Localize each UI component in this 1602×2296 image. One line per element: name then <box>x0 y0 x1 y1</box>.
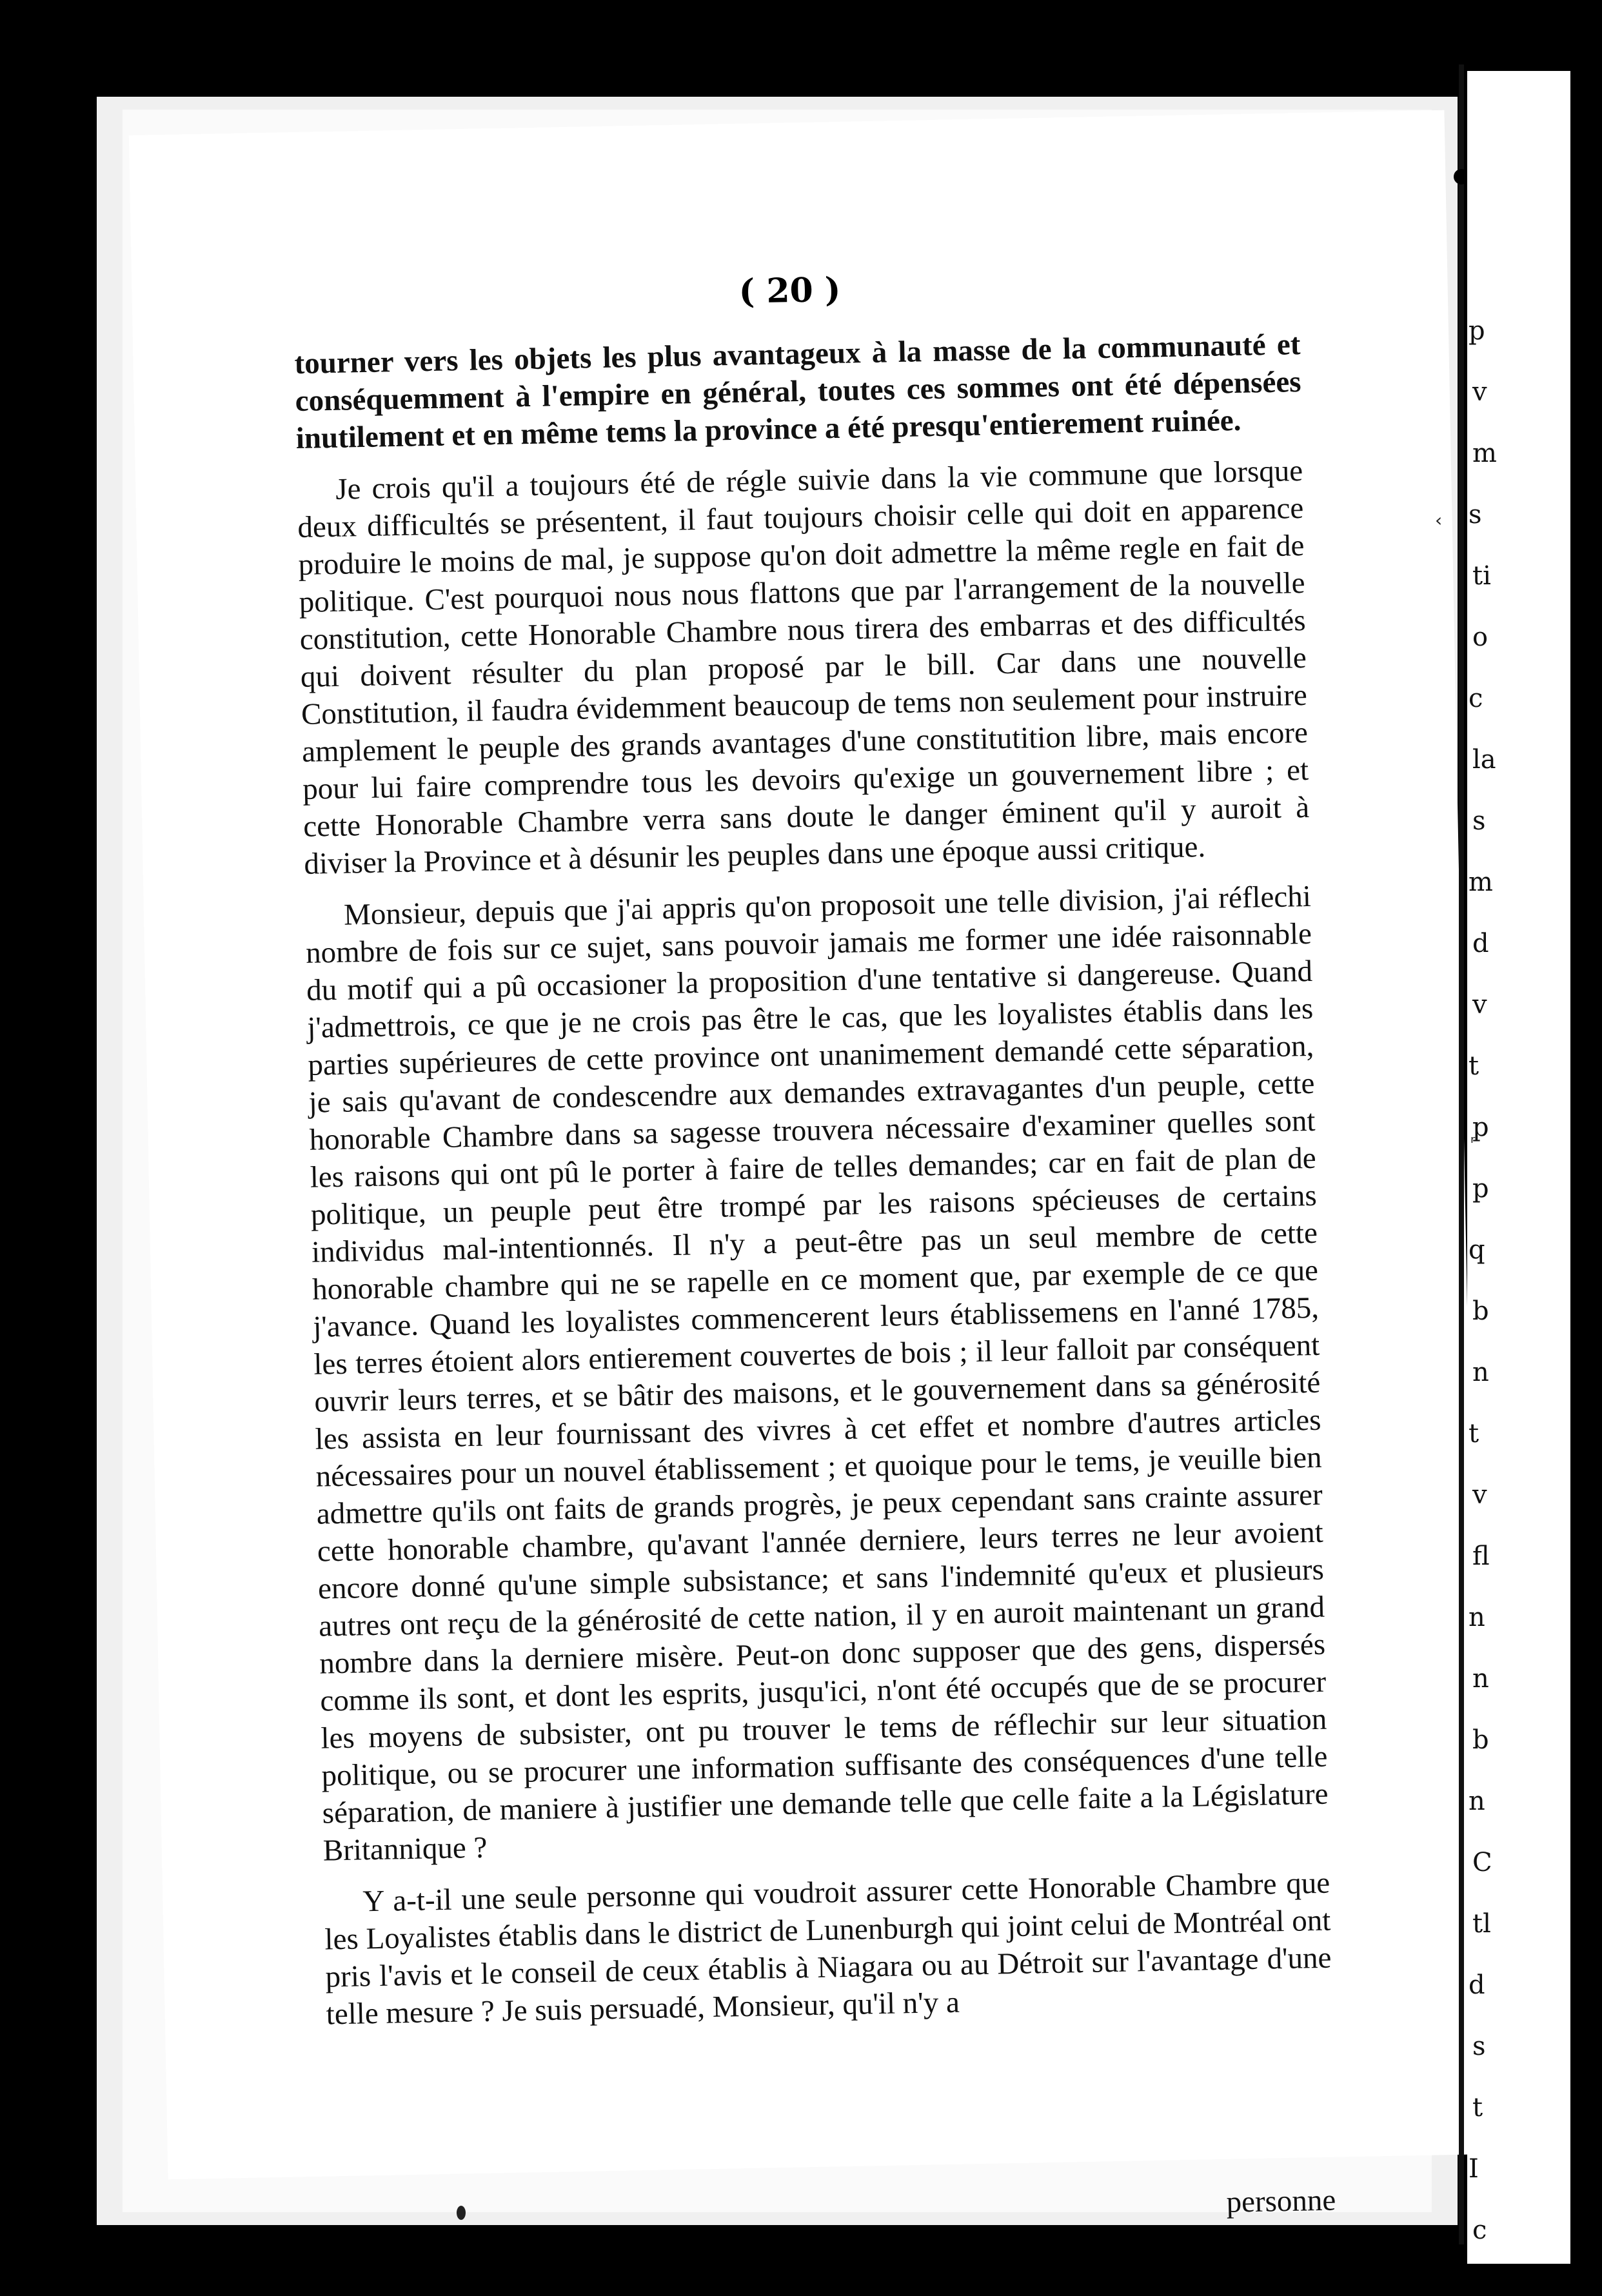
adjacent-page-fragment: n <box>1472 1358 1489 1387</box>
adjacent-page-fragment: v <box>1472 377 1487 407</box>
adjacent-page-fragment: I <box>1468 2154 1479 2184</box>
adjacent-page-fragment: m <box>1472 439 1497 468</box>
adjacent-page-fragment: t <box>1468 1419 1479 1449</box>
adjacent-page-fragment: tl <box>1472 1909 1491 1939</box>
margin-mark <box>457 2206 466 2220</box>
margin-mark: ʳ <box>1470 1132 1476 1153</box>
adjacent-page-fragment: m <box>1468 867 1493 897</box>
adjacent-page-fragment: c <box>1468 684 1483 713</box>
adjacent-page-fragment: c <box>1472 2215 1487 2245</box>
catchword: personne <box>1226 2183 1336 2219</box>
adjacent-page-fragment: t <box>1468 1051 1479 1081</box>
adjacent-page-fragment: ti <box>1472 561 1491 591</box>
adjacent-page-fragment: o <box>1472 622 1488 652</box>
paragraph-continuation: tourner vers les objets les plus avantageux à la masse de la communauté et conséquemment à l'empire en général, toutes ces sommes ont été dépensées inutilement et en même tems la province a été presqu'entierement ruinée. <box>294 328 1301 455</box>
adjacent-page-fragment: p <box>1468 316 1485 346</box>
adjacent-page-fragment: q <box>1468 1235 1485 1265</box>
adjacent-page-fragment: p <box>1472 1174 1489 1203</box>
adjacent-page-edge <box>1467 71 1570 2264</box>
adjacent-page-fragment: fl <box>1472 1541 1490 1571</box>
paragraph: Y a-t-il une seule personne qui voudroit assurer cette Honorable Chambre que les Loyalistes établis dans le district de Lunenburgh qui joint celui de Montréal ont pris l'avis et le conseil de ceux établis à Niagara ou au Détroit sur l'avantage d'une telle mesure ? Je suis persuadé, Monsieur, qu'il n'y a <box>324 1866 1332 2032</box>
adjacent-page-fragment: s <box>1472 2032 1486 2061</box>
adjacent-page-fragment: n <box>1468 1786 1485 1816</box>
page-number: ( 20 ) <box>738 270 842 312</box>
margin-mark: ‹ <box>1435 510 1443 531</box>
adjacent-page-fragment: C <box>1472 1848 1492 1877</box>
paragraph: Je crois qu'il a toujours été de régle suivie dans la vie commune que lorsque deux difficultés se présentent, il faut toujours choisir celle qui doit en apparence produire le moins de mal, je suppose qu'on doit admettre la même regle en fait de politique. C'est pourquoi nous nous flattons que par l'arrangement de la nouvelle constitution, cette Honorable Chambre nous tirera des embarras et des difficultés qui doivent résulter du plan proposé par le bill. Car dans une nouvelle Constitution, il faudra évidemment beaucoup de tems non seulement pour instruire amplement le peuple des grands avantages d'une constitutition libre, mais encore pour lui faire comprendre tous les devoirs qu'exige un gouvernement libre ; et cette Honorable Chambre verra sans doute le danger éminent qu'il y auroit à diviser la Province et à désunir les peuples dans une époque aussi critique. <box>297 454 1310 881</box>
adjacent-page-fragment: v <box>1472 990 1487 1020</box>
adjacent-page-fragment: s <box>1472 806 1486 836</box>
adjacent-page-fragment: v <box>1472 1480 1487 1510</box>
body-text <box>294 326 1332 2047</box>
adjacent-page-fragment: s <box>1468 500 1482 529</box>
adjacent-page-fragment: b <box>1472 1725 1489 1755</box>
adjacent-page-fragment: b <box>1472 1296 1489 1326</box>
adjacent-page-fragment: la <box>1472 745 1496 775</box>
adjacent-page-fragment: d <box>1468 1970 1485 2000</box>
adjacent-page-fragment: d <box>1472 929 1489 958</box>
document-page <box>129 110 1483 2219</box>
adjacent-page-fragment: t <box>1472 2093 1483 2123</box>
adjacent-page-fragment: p <box>1472 1113 1489 1142</box>
adjacent-page-fragment: n <box>1468 1603 1485 1632</box>
paragraph: Monsieur, depuis que j'ai appris qu'on proposoit une telle division, j'ai réflechi nombre de fois sur ce sujet, sans pouvoir jamais me former une idée raisonnable du motif qui a pû occasioner la proposition d'une tentative si dangereuse. Quand j'admettrois, ce que je ne crois pas être le cas, que les loyalistes établis dans les parties supérieures de cette province ont unanimement demandé cette séparation, je sais qu'avant de condescendre aux demandes extravagantes d'un peuple, cette honorable Chambre dans sa sagesse trouvera nécessaire d'examiner quelles sont les raisons qui ont pû le porter à faire de telles demandes; car en fait de plan de politique, un peuple peut être trompé par les raisons spécieuses de certains individus mal-intentionnés. Il n'y a peut-être pas un seul membre de cette honorable chambre qui ne se rapelle en ce moment que, par exemple de ce que j'avance. Quand les loyalistes commencerent leurs établissemens en l'anné 1785, les terres étoient alors entierement couvertes de bois ; il leur falloit par conséquent ouvrir leurs terres, et se bâtir des maisons, et le gouvernement dans sa générosité les assista en leur fournissant des vivres à cet effet et nombre d'autres articles nécessaires pour un nouvel établissement ; et quoique pour le tems, je veuille bien admettre qu'ils ont faits de grands progrès, je peux cependant sans crainte assurer cette honorable chambre, qu'avant l'année derniere, leurs terres ne leur avoient encore donné qu'une simple subsistance; et sans l'indemnité qu'eux et plusieurs autres ont reçu de la générosité de cette nation, il y en auroit maintenant un grand nombre dans la derniere misère. Peut-on donc supposer que des gens, dispersés comme ils sont, et dont les esprits, jusqu'ici, n'ont été occupés que de se procurer les moyens de subsister, ont pu trouver le tems de réflechir sur leur situation politique, ou se procurer une information suffisante des conséquences d'une telle séparation, de maniere à justifier une demande telle que celle faite a la Législature Britannique ? <box>305 879 1329 1868</box>
gutter-line <box>1459 64 1464 2244</box>
adjacent-page-fragment: n <box>1472 1664 1489 1694</box>
